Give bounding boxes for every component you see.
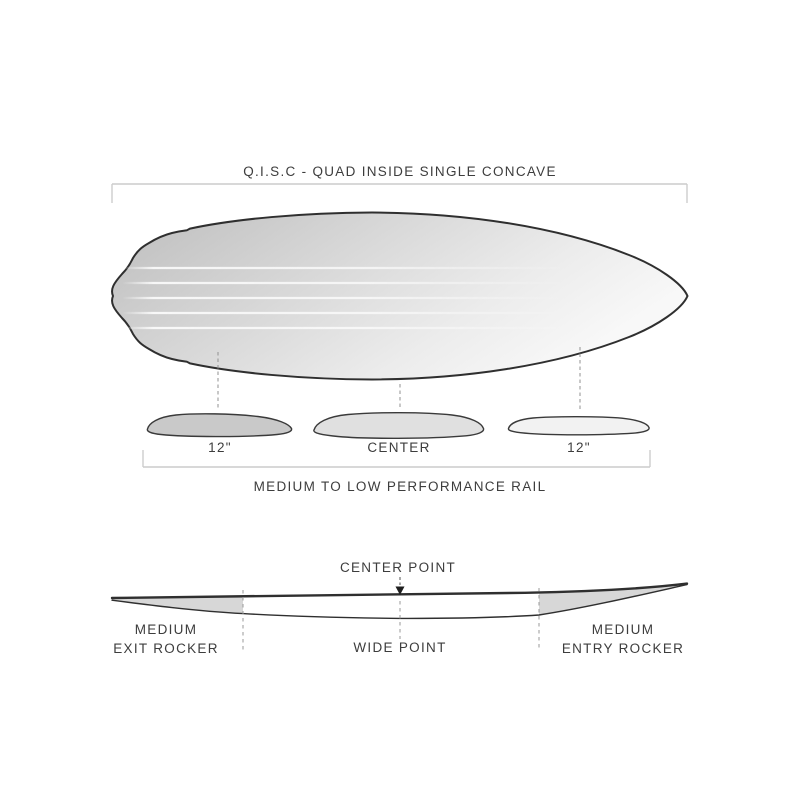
center-point-label: CENTER POINT xyxy=(339,560,457,575)
cross-section-label-center: CENTER xyxy=(367,440,431,455)
exit-rocker-label xyxy=(113,620,219,658)
wide-point-label: WIDE POINT xyxy=(353,640,447,655)
rail-cross-sections xyxy=(147,413,649,439)
entry-rocker-line1: MEDIUM xyxy=(591,622,655,637)
entry-rocker-shade xyxy=(539,584,687,615)
entry-rocker-label xyxy=(562,620,684,658)
cross-section-tail-12in xyxy=(147,414,291,437)
cross-section-nose-12in xyxy=(508,417,649,435)
board-length-bracket xyxy=(112,184,687,203)
exit-rocker-line1: MEDIUM xyxy=(134,622,198,637)
diagram-title: Q.I.S.C - QUAD INSIDE SINGLE CONCAVE xyxy=(243,164,557,179)
cross-section-label-tail: 12" xyxy=(208,440,232,455)
cross-section-label-nose: 12" xyxy=(567,440,591,455)
exit-rocker-line2: EXIT ROCKER xyxy=(113,641,219,656)
entry-rocker-line2: ENTRY ROCKER xyxy=(561,641,685,656)
board-top-view xyxy=(112,213,687,380)
rail-caption: MEDIUM TO LOW PERFORMANCE RAIL xyxy=(253,479,547,494)
board-outline xyxy=(112,213,687,380)
cross-section-center xyxy=(314,413,484,439)
exit-rocker-shade xyxy=(112,597,243,614)
